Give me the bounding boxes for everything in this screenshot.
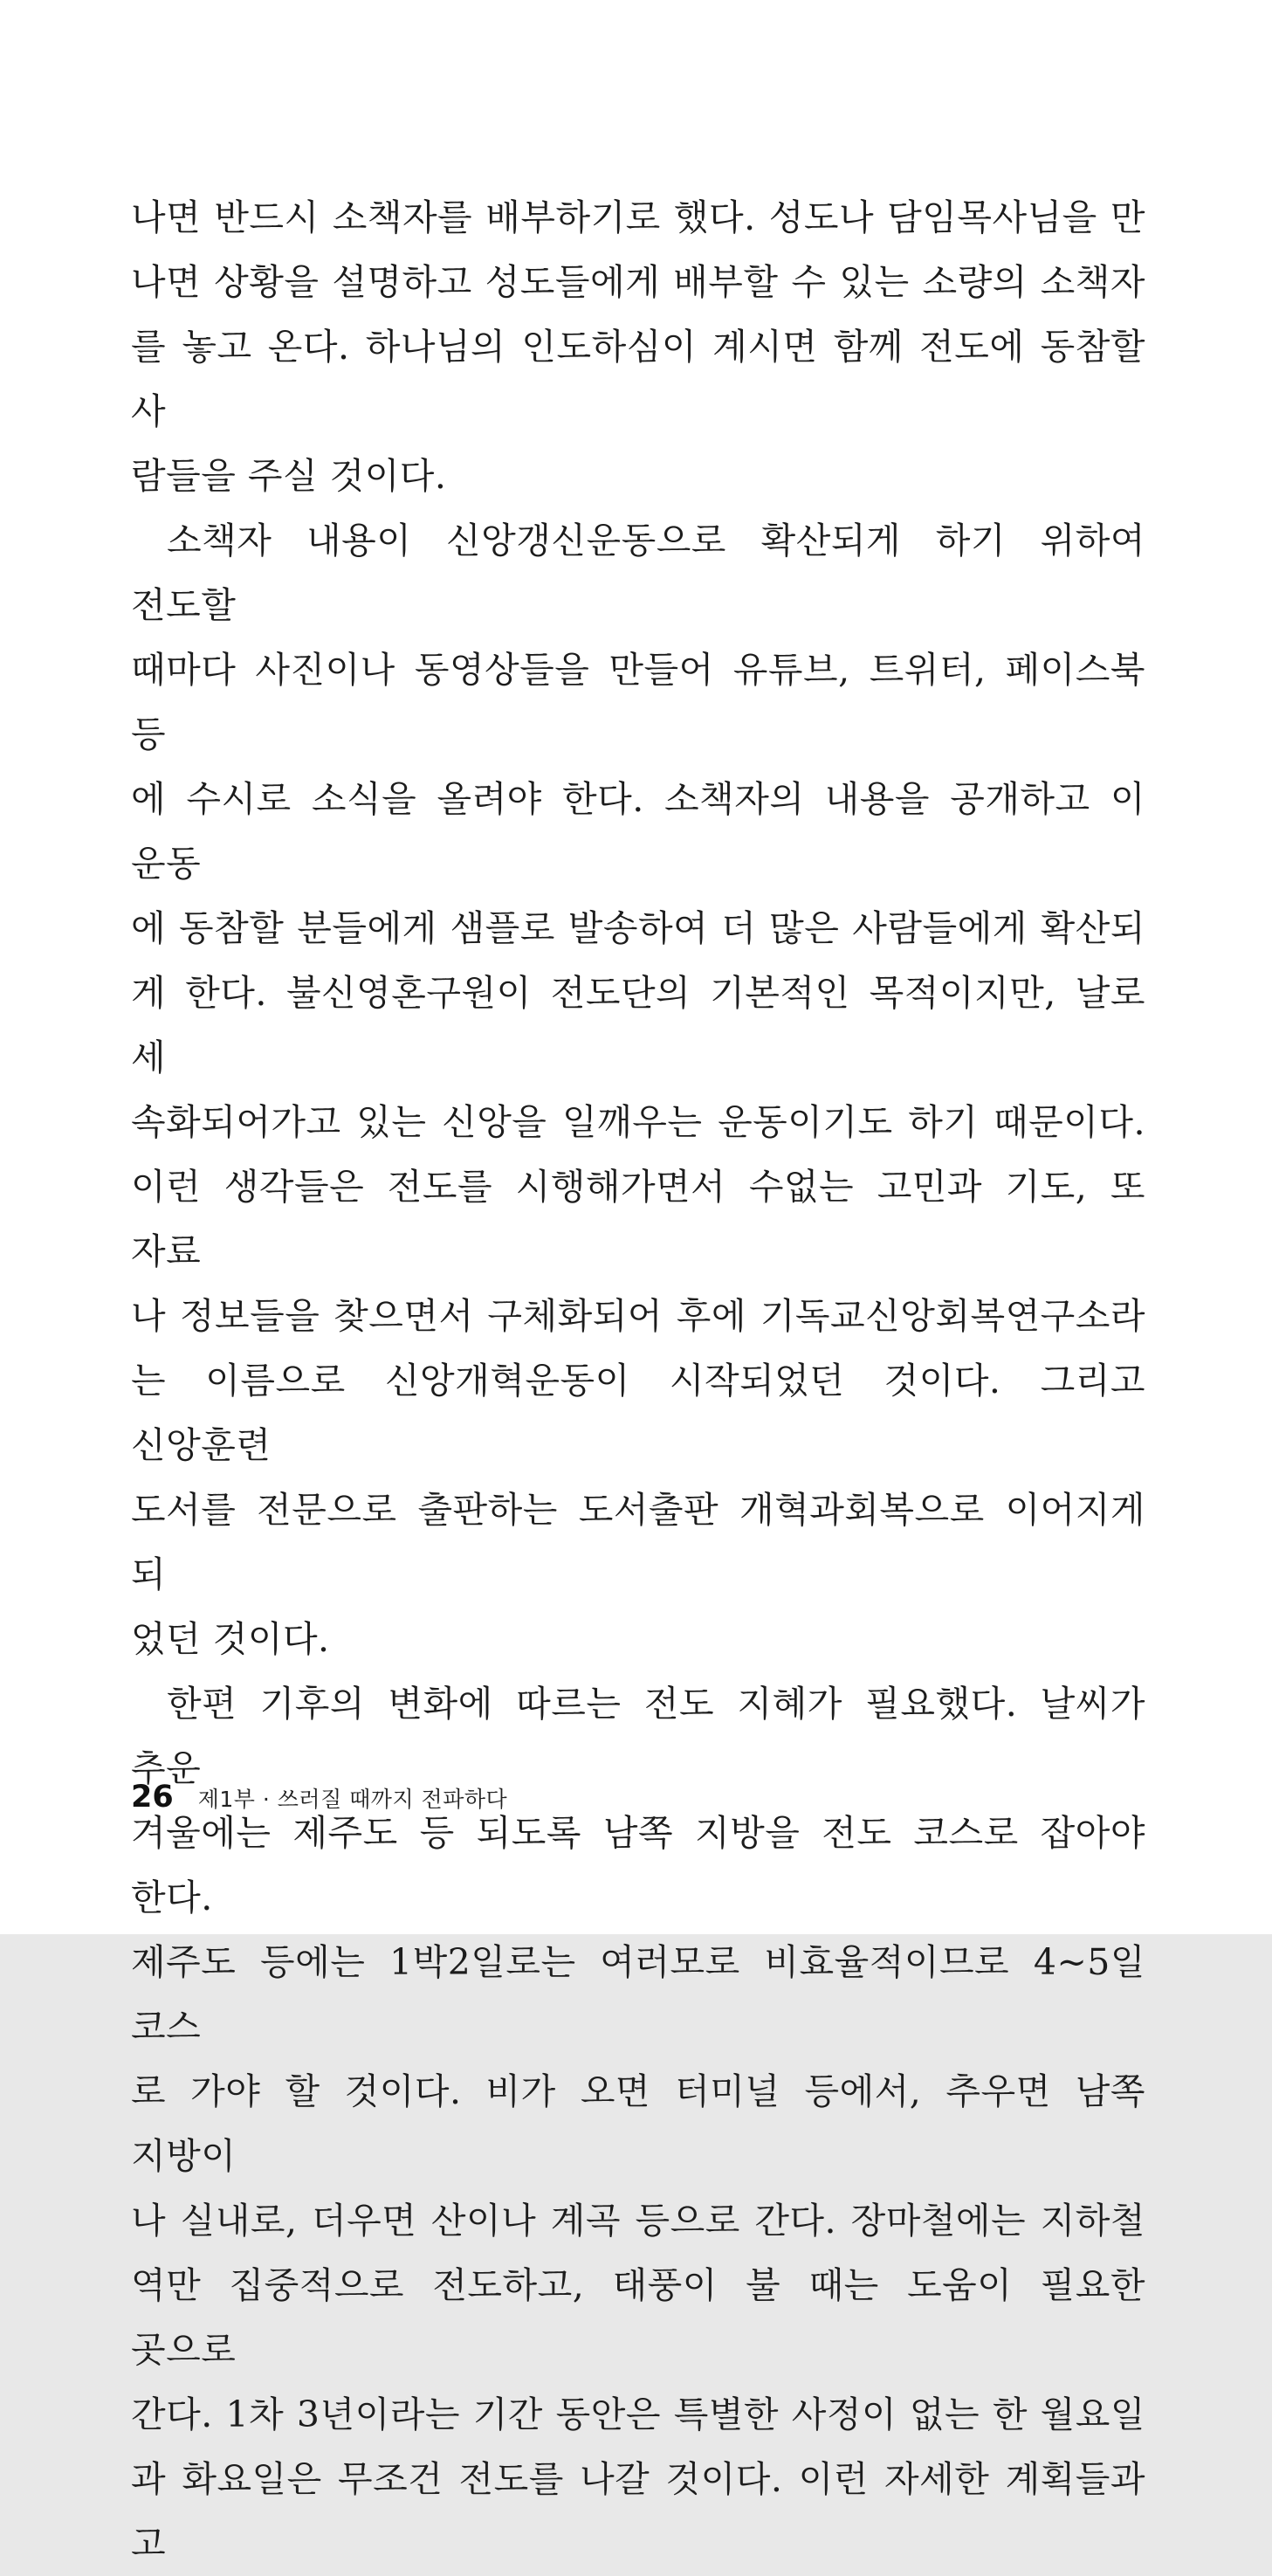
paragraph (131, 185, 1145, 508)
text-line: 역만 집중적으로 전도하고, 태풍이 불 때는 도움이 필요한 곳으로 (131, 2264, 1145, 2371)
page-footer (131, 1780, 507, 1815)
footer-section-title: 제1부 · 쓰러질 때까지 전파하다 (197, 1787, 508, 1812)
text-line: 간다. 1차 3년이라는 기간 동안은 특별한 사정이 없는 한 월요일 (131, 2393, 1145, 2435)
text-line: 로 가야 할 것이다. 비가 오면 터미널 등에서, 추우면 남쪽 지방이 (131, 2070, 1145, 2177)
text-line: 도서를 전문으로 출판하는 도서출판 개혁과회복으로 이어지게 되 (131, 1489, 1145, 1595)
text-line: 는 이름으로 신앙개혁운동이 시작되었던 것이다. 그리고 신앙훈련 (131, 1360, 1145, 1466)
text-line: 었던 것이다. (131, 1618, 330, 1660)
text-line: 과 화요일은 무조건 전도를 나갈 것이다. 이런 자세한 계획들과 고 (131, 2458, 1145, 2565)
text-line: 소책자 내용이 신앙갱신운동으로 확산되게 하기 위하여 전도할 (131, 520, 1145, 626)
text-line: 제주도 등에는 1박2일로는 여러모로 비효율적이므로 4~5일 코스 (131, 1941, 1145, 2048)
text-line: 한편 기후의 변화에 따르는 전도 지혜가 필요했다. 날씨가 추운 (131, 1683, 1145, 1789)
text-line: 때마다 사진이나 동영상들을 만들어 유튜브, 트위터, 페이스북 등 (131, 649, 1145, 755)
text-line: 를 놓고 온다. 하나님의 인도하심이 계시면 함께 전도에 동참할 사 (131, 326, 1145, 432)
paragraph (131, 508, 1145, 1671)
text-line: 나면 반드시 소책자를 배부하기로 했다. 성도나 담임목사님을 만 (131, 196, 1145, 238)
text-line: 게 한다. 불신영혼구원이 전도단의 기본적인 목적이지만, 날로 세 (131, 972, 1145, 1078)
text-line: 람들을 주실 것이다. (131, 455, 447, 497)
text-line: 나 정보들을 찾으면서 구체화되어 후에 기독교신앙회복연구소라 (131, 1295, 1145, 1337)
text-line: 에 동참할 분들에게 샘플로 발송하여 더 많은 사람들에게 확산되 (131, 907, 1145, 949)
page-number: 26 (131, 1780, 174, 1815)
text-block (131, 185, 1145, 2576)
text-line: 나 실내로, 더우면 산이나 계곡 등으로 간다. 장마철에는 지하철 (131, 2200, 1145, 2242)
text-line: 겨울에는 제주도 등 되도록 남쪽 지방을 전도 코스로 잡아야 한다. (131, 1812, 1145, 1918)
text-line: 나면 상황을 설명하고 성도들에게 배부할 수 있는 소량의 소책자 (131, 261, 1145, 303)
text-line: 속화되어가고 있는 신앙을 일깨우는 운동이기도 하기 때문이다. (131, 1101, 1145, 1143)
text-line: 이런 생각들은 전도를 시행해가면서 수없는 고민과 기도, 또 자료 (131, 1166, 1145, 1272)
text-line: 에 수시로 소식을 올려야 한다. 소책자의 내용을 공개하고 이 운동 (131, 778, 1145, 885)
